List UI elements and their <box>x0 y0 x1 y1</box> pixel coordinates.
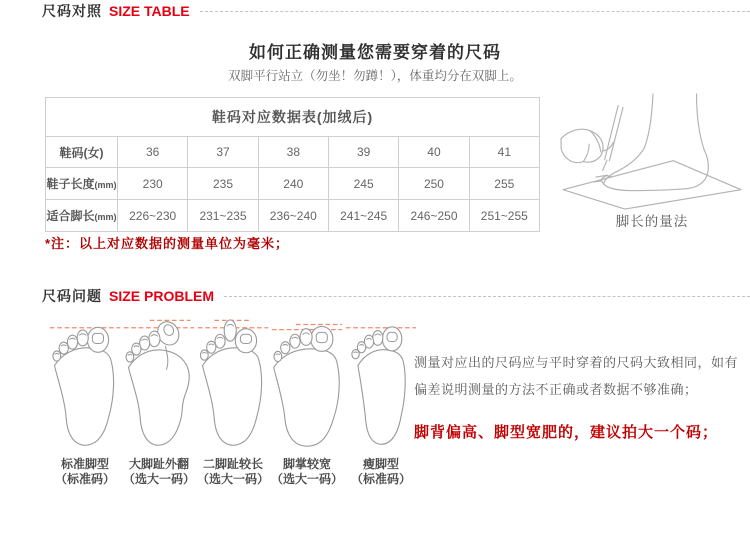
foot-label <box>351 457 411 487</box>
row-label-text: 鞋码(女) <box>59 145 104 160</box>
foot-type-advice: （选大一码） <box>196 472 269 486</box>
foot-type-name: 脚掌较宽 <box>282 457 331 471</box>
table-cell: 240 <box>258 168 328 200</box>
measure-heading: 如何正确测量您需要穿着的尺码 <box>249 43 501 62</box>
foot-label <box>271 457 343 487</box>
foot-diagram-standard-icon <box>48 310 122 451</box>
table-cell: 250 <box>399 168 469 200</box>
table-cell: 255 <box>469 168 539 200</box>
table-cell: 39 <box>328 137 398 168</box>
table-row-size <box>46 137 540 168</box>
table-cell: 36 <box>118 137 188 168</box>
table-cell: 38 <box>258 137 328 168</box>
foot-diagram-wide-icon <box>270 310 344 451</box>
row-label-text: 鞋子长度 <box>46 177 95 191</box>
table-cell: 231~235 <box>188 200 258 232</box>
foot-type-advice: （标准码） <box>54 472 115 486</box>
size-advice-block <box>414 349 748 446</box>
foot-diagram-long-second-toe-icon <box>196 310 270 451</box>
table-cell: 40 <box>399 137 469 168</box>
measure-subheading: 双脚平行站立（勿坐！勿蹲！），体重均分在双脚上。 <box>228 69 522 83</box>
foot-type-narrow <box>344 310 418 487</box>
dashed-divider <box>224 296 750 297</box>
row-label-text: 适合脚长 <box>46 209 95 223</box>
table-cell: 246~250 <box>399 200 469 232</box>
foot-type-name: 二脚趾较长 <box>202 457 263 471</box>
section-title-cn: 尺码问题 <box>42 288 102 304</box>
measurement-note: *注：以上对应数据的测量单位为毫米； <box>45 236 290 251</box>
section-title-en: SIZE TABLE <box>109 3 190 19</box>
row-label-unit: (mm) <box>94 212 117 222</box>
dashed-divider <box>200 11 750 12</box>
table-cell: 226~230 <box>118 200 188 232</box>
table-cell: 245 <box>328 168 398 200</box>
foot-type-advice: （选大一码） <box>122 472 195 486</box>
row-label-foot-length <box>46 200 118 232</box>
table-caption: 鞋码对应数据表(加绒后) <box>46 98 540 137</box>
row-label-size <box>46 137 118 168</box>
foot-type-long-second-toe <box>196 310 270 487</box>
foot-diagram-bunion-icon <box>122 310 196 451</box>
advice-highlight: 脚背偏高、脚型宽肥的，建议拍大一个码； <box>414 424 719 441</box>
foot-label <box>123 457 195 487</box>
foot-type-name: 大脚趾外翻 <box>128 457 189 471</box>
section-header-size-table <box>42 2 750 20</box>
section-title-cn: 尺码对照 <box>42 3 102 19</box>
table-cell: 41 <box>469 137 539 168</box>
size-table <box>45 97 540 232</box>
table-cell: 241~245 <box>328 200 398 232</box>
foot-type-advice: （标准码） <box>350 472 411 486</box>
section-header-size-problem <box>42 287 750 305</box>
section-title-en: SIZE PROBLEM <box>109 288 215 304</box>
table-cell: 236~240 <box>258 200 328 232</box>
foot-type-bunion <box>122 310 196 487</box>
row-label-shoe-length <box>46 168 118 200</box>
foot-type-name: 瘦脚型 <box>362 457 399 471</box>
table-caption-row <box>46 98 540 137</box>
foot-type-name: 标准脚型 <box>60 457 109 471</box>
row-label-unit: (mm) <box>94 180 117 190</box>
foot-type-wide <box>270 310 344 487</box>
advice-description: 测量对应出的尺码应与平时穿着的尺码大致相同，如有偏差说明测量的方法不正确或者数据不够准确； <box>414 355 739 397</box>
foot-measurement-illustration-icon <box>556 92 748 210</box>
table-cell: 230 <box>118 168 188 200</box>
illustration-caption: 脚长的量法 <box>615 214 689 229</box>
table-cell: 37 <box>188 137 258 168</box>
foot-type-advice: （选大一码） <box>270 472 343 486</box>
foot-label <box>197 457 269 487</box>
foot-diagram-narrow-icon <box>344 310 418 451</box>
foot-type-standard <box>48 310 122 487</box>
table-cell: 251~255 <box>469 200 539 232</box>
foot-label <box>55 457 115 487</box>
table-row-shoe-length <box>46 168 540 200</box>
foot-types-row <box>48 310 418 487</box>
table-row-foot-length <box>46 200 540 232</box>
table-cell: 235 <box>188 168 258 200</box>
